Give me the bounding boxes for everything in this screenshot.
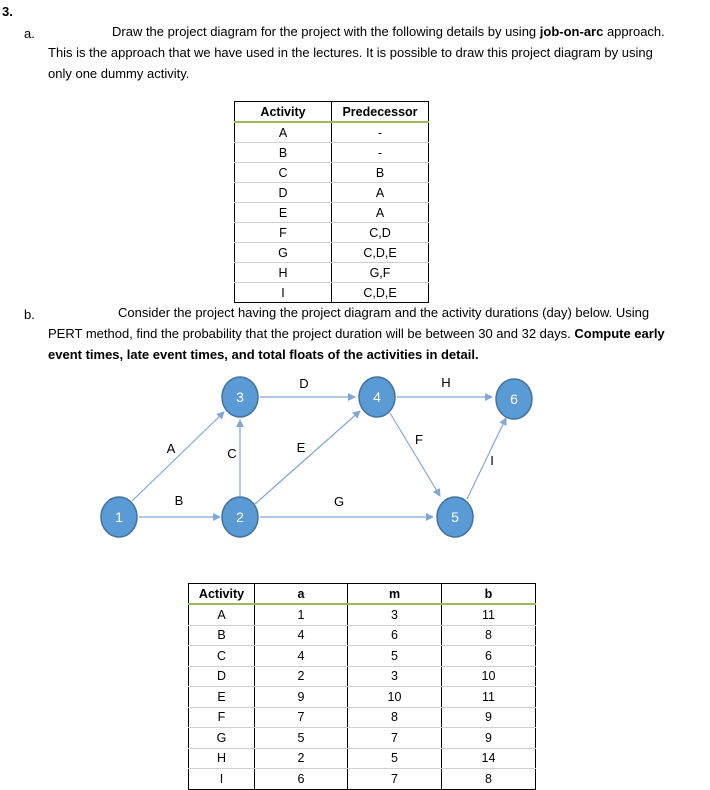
arc-a-label: A: [166, 441, 176, 456]
header-b: b: [442, 584, 536, 605]
activity-cell: B: [189, 625, 255, 646]
a-cell: 5: [255, 728, 348, 749]
part-a-line3: only one dummy activity.: [48, 66, 190, 81]
b-cell: 11: [442, 604, 536, 625]
part-a-line1-text: Draw the project diagram for the project with the following details by using: [112, 24, 540, 39]
a-cell: 7: [255, 707, 348, 728]
m-cell: 7: [348, 769, 442, 790]
table-row: [189, 707, 536, 728]
predecessor-cell: A: [332, 183, 429, 203]
activity-cell: H: [235, 263, 332, 283]
part-b-line2-text: PERT method, find the probability that the project duration will be between 30 and 32 days.: [48, 326, 575, 341]
predecessor-cell: A: [332, 203, 429, 223]
b-cell: 8: [442, 769, 536, 790]
predecessor-cell: C,D,E: [332, 283, 429, 303]
table-row: [189, 687, 536, 708]
b-cell: 14: [442, 748, 536, 769]
question-number: 3.: [2, 4, 13, 19]
m-cell: 6: [348, 625, 442, 646]
node-1-label: 1: [115, 509, 123, 525]
header-activity: Activity: [235, 102, 332, 123]
m-cell: 5: [348, 748, 442, 769]
header-activity: Activity: [189, 584, 255, 605]
activity-cell: G: [189, 728, 255, 749]
activity-cell: C: [189, 646, 255, 667]
b-cell: 8: [442, 625, 536, 646]
node-3-label: 3: [236, 389, 244, 405]
node-2-label: 2: [236, 509, 244, 525]
predecessor-cell: G,F: [332, 263, 429, 283]
header-m: m: [348, 584, 442, 605]
a-cell: 2: [255, 666, 348, 687]
table-row: [189, 604, 536, 625]
activity-cell: C: [235, 163, 332, 183]
activity-cell: B: [235, 143, 332, 163]
node-5-label: 5: [451, 509, 459, 525]
arc-d-label: D: [299, 376, 309, 391]
arc-e: [255, 411, 360, 504]
activity-cell: E: [235, 203, 332, 223]
predecessor-cell: -: [332, 122, 429, 143]
arc-i-label: I: [490, 453, 494, 468]
activity-cell: H: [189, 748, 255, 769]
activity-cell: I: [235, 283, 332, 303]
part-a-line2: This is the approach that we have used in the lectures. It is possible to draw this project diagram by using: [48, 45, 653, 60]
part-a-line1-bold: job-on-arc: [539, 24, 604, 39]
arc-i: [467, 418, 506, 499]
b-cell: 9: [442, 728, 536, 749]
activity-cell: A: [235, 122, 332, 143]
arc-c-label: C: [227, 446, 237, 461]
a-cell: 9: [255, 687, 348, 708]
m-cell: 3: [348, 666, 442, 687]
a-cell: 6: [255, 769, 348, 790]
part-b-line3-bold: event times, late event times, and total floats of the activities in detail.: [48, 347, 479, 362]
part-a-label: a.: [24, 26, 35, 41]
predecessor-cell: B: [332, 163, 429, 183]
b-cell: 11: [442, 687, 536, 708]
duration-table-header: [189, 584, 536, 605]
arc-a: [132, 412, 224, 501]
part-b-line2-bold: Compute early: [574, 326, 665, 341]
m-cell: 8: [348, 707, 442, 728]
activity-cell: D: [189, 666, 255, 687]
b-cell: 6: [442, 646, 536, 667]
part-b-label: b.: [24, 307, 35, 322]
predecessor-cell: -: [332, 143, 429, 163]
node-6-label: 6: [510, 391, 518, 407]
activity-cell: E: [189, 687, 255, 708]
activity-cell: G: [235, 243, 332, 263]
arc-h-label: H: [441, 375, 451, 390]
arc-f-label: F: [415, 432, 423, 447]
part-b-line1: Consider the project having the project diagram and the activity durations (day) below. Using: [118, 305, 650, 320]
activity-cell: D: [235, 183, 332, 203]
duration-table: [188, 583, 536, 790]
m-cell: 7: [348, 728, 442, 749]
node-4-label: 4: [373, 389, 381, 405]
header-predecessor: Predecessor: [332, 102, 429, 123]
arc-e-label: E: [296, 440, 306, 455]
table-row: [189, 748, 536, 769]
a-cell: 2: [255, 748, 348, 769]
m-cell: 10: [348, 687, 442, 708]
activity-cell: F: [189, 707, 255, 728]
m-cell: 5: [348, 646, 442, 667]
predecessor-cell: C,D: [332, 223, 429, 243]
arc-g-label: G: [333, 494, 345, 509]
a-cell: 4: [255, 625, 348, 646]
table-row: [189, 625, 536, 646]
predecessor-cell: C,D,E: [332, 243, 429, 263]
b-cell: 10: [442, 666, 536, 687]
table-row: [189, 769, 536, 790]
activity-cell: A: [189, 604, 255, 625]
header-a: a: [255, 584, 348, 605]
a-cell: 1: [255, 604, 348, 625]
arc-b-label: B: [174, 493, 184, 508]
arc-f: [390, 413, 440, 496]
table-row: [189, 728, 536, 749]
activity-cell: I: [189, 769, 255, 790]
a-cell: 4: [255, 646, 348, 667]
part-a-line1-end: approach.: [603, 24, 665, 39]
b-cell: 9: [442, 707, 536, 728]
activity-cell: F: [235, 223, 332, 243]
m-cell: 3: [348, 604, 442, 625]
table-row: [189, 666, 536, 687]
table-row: [189, 646, 536, 667]
